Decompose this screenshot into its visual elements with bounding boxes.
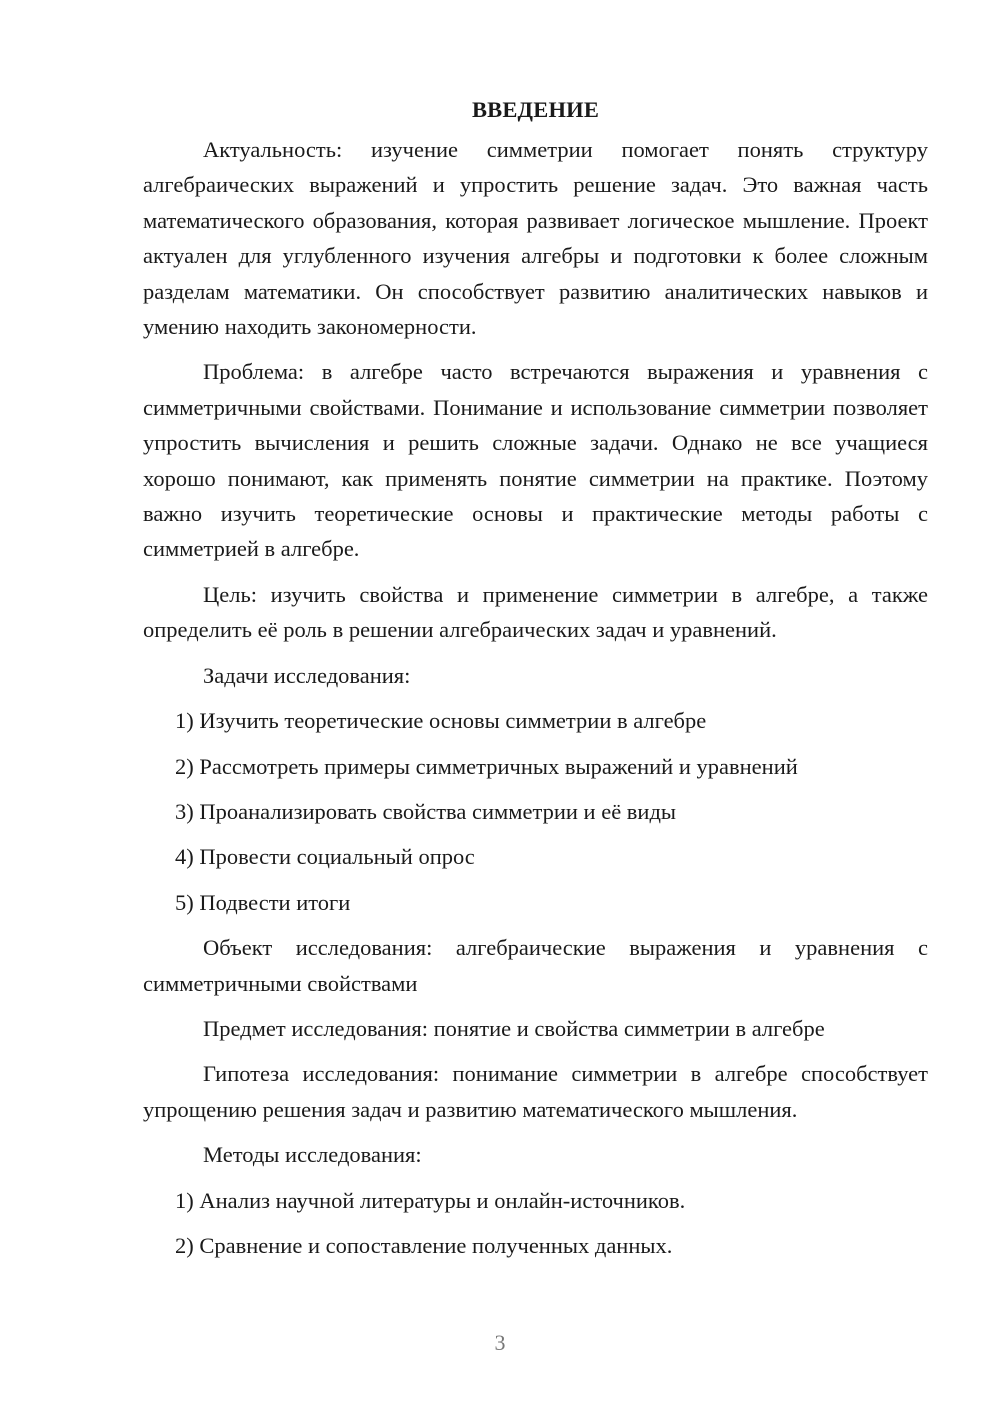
list-item: 2) Сравнение и сопоставление полученных данных. xyxy=(175,1232,673,1258)
methods-list xyxy=(143,1183,928,1264)
list-item: 5) Подвести итоги xyxy=(175,889,351,915)
section-title: ВВЕДЕНИЕ xyxy=(471,97,600,122)
subject-paragraph: Предмет исследования: понятие и свойства симметрии в алгебре xyxy=(203,1015,825,1041)
hypothesis-paragraph: Гипотеза исследования: понимание симметрии в алгебре способствует упрощению решения задач и развитию математического мышления. xyxy=(143,1061,928,1122)
document-page xyxy=(143,92,928,1263)
methods-label: Методы исследования: xyxy=(203,1142,422,1168)
goal-paragraph: Цель: изучить свойства и применение симметрии в алгебре, а также определить её роль в решении алгебраических задач и уравнений. xyxy=(143,581,928,643)
list-item: 1) Анализ научной литературы и онлайн-источников. xyxy=(175,1187,686,1213)
list-item: 2) Рассмотреть примеры симметричных выражений и уравнений xyxy=(175,753,798,779)
tasks-label: Задачи исследования: xyxy=(203,662,411,688)
problem-paragraph: Проблема: в алгебре часто встречаются выражения и уравнения с симметричными свойствами. Понимание и использование симметрии позволяет упростить вычисления и решить сложные задачи. Однако не все учащиеся хорошо понимают, как применять понятие симметрии на практике. Поэтому важно изучить теоретические основы и практические методы работы с симметрией в алгебре. xyxy=(143,359,928,562)
list-item: 4) Провести социальный опрос xyxy=(175,844,475,870)
list-item: 3) Проанализировать свойства симметрии и её виды xyxy=(175,798,677,824)
tasks-list xyxy=(143,703,928,920)
list-item: 1) Изучить теоретические основы симметрии в алгебре xyxy=(175,708,707,734)
relevance-paragraph: Актуальность: изучение симметрии помогает понять структуру алгебраических выражений и упростить решение задач. Это важная часть математического образования, которая развивает логическое мышление. Проект актуален для углубленного изучения алгебры и подготовки к более сложным разделам математики. Он способствует развитию аналитических навыков и умению находить закономерности. xyxy=(143,137,928,340)
page-number: 3 xyxy=(494,1330,506,1355)
object-paragraph: Объект исследования: алгебраические выражения и уравнения с симметричными свойствами xyxy=(143,935,928,996)
